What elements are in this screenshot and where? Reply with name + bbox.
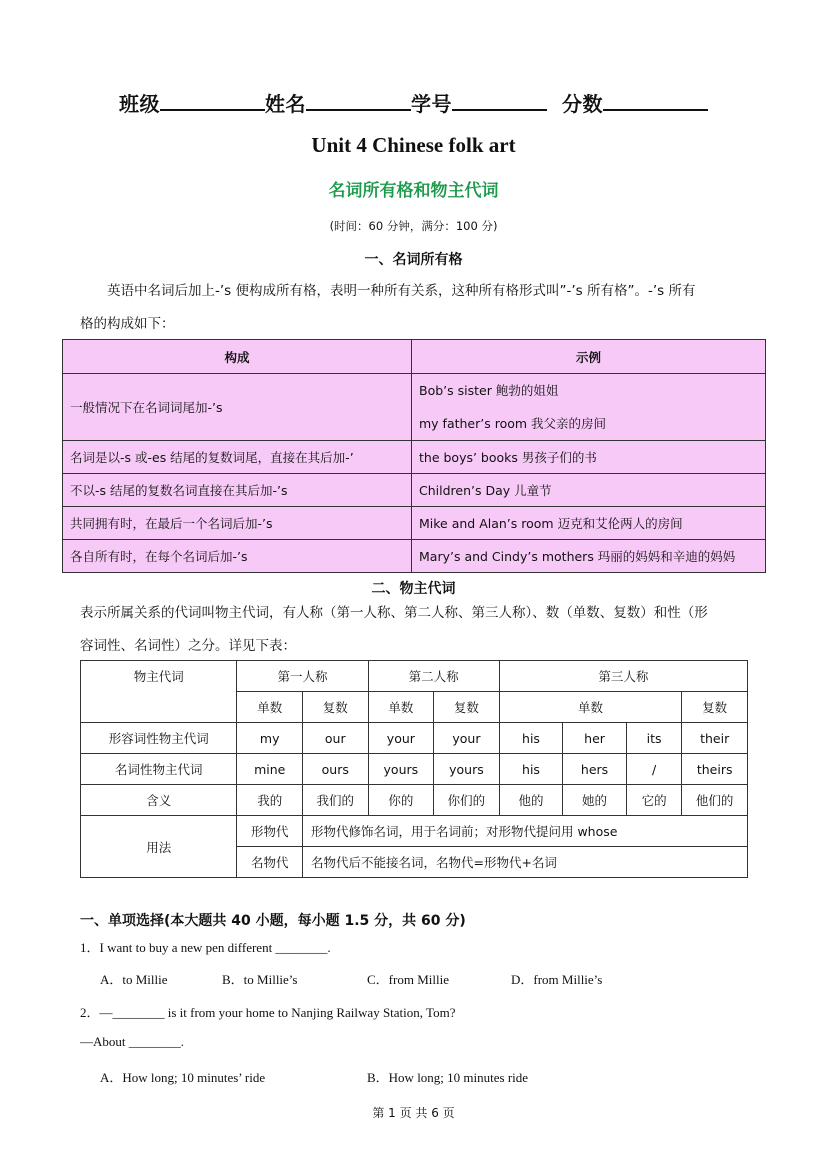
- table-row: [81, 785, 748, 816]
- row-label: 名词性物主代词: [81, 754, 237, 785]
- table-row: [81, 754, 748, 785]
- section2-intro-line2: 容词性、名词性）之分。详见下表：: [80, 638, 296, 654]
- question-2-stem: 2．—________ is it from your home to Nanjing Railway Station, Tom?: [80, 1005, 456, 1020]
- pronoun-cell: her: [563, 723, 627, 754]
- pronoun-cell: my: [237, 723, 303, 754]
- example-cell: Mike and Alan’s room 迈克和艾伦两人的房间: [412, 507, 766, 540]
- pronoun-cell: hers: [563, 754, 627, 785]
- meaning-cell: 你们的: [434, 785, 500, 816]
- number-header: 复数: [302, 692, 368, 723]
- table-row: [63, 474, 766, 507]
- table-row: [81, 816, 748, 847]
- student-info-line: [0, 88, 827, 117]
- row-label: 含义: [81, 785, 237, 816]
- option-b[interactable]: B．How long; 10 minutes ride: [367, 1070, 529, 1085]
- meaning-cell: 他的: [499, 785, 563, 816]
- section2-intro-line1: 表示所属关系的代词叫物主代词，有人称（第一人称、第二人称、第三人称）、数（单数、复数）和性（形: [80, 605, 708, 621]
- possessive-rules-table: [62, 339, 766, 573]
- exam-meta: (时间：60 分钟，满分：100 分): [329, 219, 498, 233]
- pronoun-cell: yours: [368, 754, 434, 785]
- example-cell: [412, 374, 766, 441]
- meaning-cell: 你的: [368, 785, 434, 816]
- example-line: my father’s room 我父亲的房间: [419, 416, 607, 431]
- usage-text: 形物代修饰名词，用于名词前；对形物代提问用 whose: [302, 816, 747, 847]
- pronoun-cell: his: [499, 723, 563, 754]
- page-footer: 第 1 页 共 6 页: [372, 1106, 455, 1120]
- number-header: 复数: [682, 692, 748, 723]
- pronoun-cell: ours: [302, 754, 368, 785]
- score-blank[interactable]: [603, 93, 708, 111]
- number-header: 复数: [434, 692, 500, 723]
- score-label: 分数: [561, 92, 603, 116]
- pronoun-cell: their: [682, 723, 748, 754]
- usage-type: 名物代: [237, 847, 303, 878]
- person-header: 第二人称: [368, 661, 499, 692]
- option-a[interactable]: A．How long; 10 minutes’ ride: [100, 1070, 266, 1085]
- pronoun-cell: your: [434, 723, 500, 754]
- meaning-cell: 我们的: [302, 785, 368, 816]
- question-1-stem: 1．I want to buy a new pen different ________.: [80, 940, 331, 955]
- number-blank[interactable]: [452, 93, 547, 111]
- question-2-answer-line: —About ________.: [80, 1034, 184, 1049]
- pronoun-cell: theirs: [682, 754, 748, 785]
- usage-type: 形物代: [237, 816, 303, 847]
- example-cell: Mary’s and Cindy’s mothers 玛丽的妈妈和辛迪的妈妈: [412, 540, 766, 573]
- questions-heading: 一、单项选择(本大题共 40 小题，每小题 1.5 分，共 60 分): [80, 913, 466, 929]
- section1-intro-line2: 格的构成如下：: [80, 316, 175, 332]
- table-row: [63, 441, 766, 474]
- table-row: [63, 507, 766, 540]
- example-line: Bob’s sister 鲍勃的姐姐: [419, 383, 559, 398]
- option-b[interactable]: B．to Millie’s: [222, 972, 298, 987]
- section1-heading: 一、名词所有格: [364, 252, 463, 268]
- pronoun-cell: its: [626, 723, 681, 754]
- header-formation: 构成: [63, 340, 412, 374]
- option-c[interactable]: C．from Millie: [367, 972, 449, 987]
- section2-intro: [80, 597, 748, 663]
- table-row: [63, 374, 766, 441]
- usage-text: 名物代后不能接名词，名物代=形物代+名词: [302, 847, 747, 878]
- meaning-cell: 她的: [563, 785, 627, 816]
- pronoun-cell: your: [368, 723, 434, 754]
- name-blank[interactable]: [306, 93, 411, 111]
- table-row: [81, 661, 748, 692]
- pronoun-cell: /: [626, 754, 681, 785]
- option-a[interactable]: A．to Millie: [100, 972, 168, 987]
- section2-heading: 二、物主代词: [371, 581, 456, 597]
- section1-intro: [80, 275, 748, 341]
- number-header: 单数: [368, 692, 434, 723]
- person-header: 第三人称: [499, 661, 747, 692]
- document-subtitle: 名词所有格和物主代词: [328, 181, 499, 201]
- rule-cell: 共同拥有时，在最后一个名词后加-’s: [63, 507, 412, 540]
- meaning-cell: 我的: [237, 785, 303, 816]
- example-cell: Children’s Day 儿童节: [412, 474, 766, 507]
- pronoun-cell: mine: [237, 754, 303, 785]
- pronoun-cell: his: [499, 754, 563, 785]
- row-label: 用法: [81, 816, 237, 878]
- rule-cell: 名词是以-s 或-es 结尾的复数词尾，直接在其后加-’: [63, 441, 412, 474]
- class-blank[interactable]: [160, 93, 265, 111]
- pronoun-cell: yours: [434, 754, 500, 785]
- rule-cell: 一般情况下在名词词尾加-’s: [63, 374, 412, 441]
- rule-cell: 各自所有时，在每个名词后加-’s: [63, 540, 412, 573]
- corner-cell: 物主代词: [81, 661, 237, 723]
- question-1-options: [100, 969, 720, 988]
- example-cell: the boys’ books 男孩子们的书: [412, 441, 766, 474]
- person-header: 第一人称: [237, 661, 368, 692]
- number-header: 单数: [499, 692, 682, 723]
- number-label: 学号: [411, 92, 453, 116]
- class-label: 班级: [119, 92, 161, 116]
- table-header-row: [63, 340, 766, 374]
- pronoun-cell: our: [302, 723, 368, 754]
- meaning-cell: 它的: [626, 785, 681, 816]
- document-title: Unit 4 Chinese folk art: [311, 133, 516, 157]
- section1-intro-line1: 英语中名词后加上-’s 便构成所有格，表明一种所有关系，这种所有格形式叫”-’s 所有格”。-’s 所有: [107, 283, 696, 299]
- table-row: [63, 540, 766, 573]
- header-example: 示例: [412, 340, 766, 374]
- question-2-options: [100, 1067, 720, 1086]
- row-label: 形容词性物主代词: [81, 723, 237, 754]
- option-d[interactable]: D．from Millie’s: [511, 972, 603, 987]
- pronoun-table: [80, 660, 748, 878]
- table-row: [81, 723, 748, 754]
- meaning-cell: 他们的: [682, 785, 748, 816]
- number-header: 单数: [237, 692, 303, 723]
- rule-cell: 不以-s 结尾的复数名词直接在其后加-’s: [63, 474, 412, 507]
- name-label: 姓名: [265, 92, 307, 116]
